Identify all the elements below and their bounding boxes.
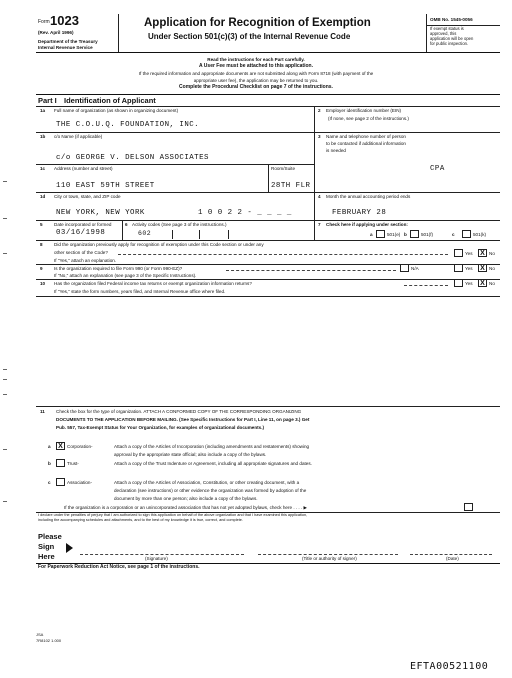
please-sign-label: Please — [38, 532, 62, 541]
line-number: 1b — [40, 134, 46, 139]
line-note: If "Yes," state the form numbers, years filed, and Internal Revenue office where filed. — [54, 289, 226, 294]
line11-instructions: Pub. 557, Tax-Exempt Status for Your Organization, for examples of organizational documents.) — [56, 425, 265, 430]
line-number: 1c — [40, 166, 46, 171]
line-note: (If none, see page 2 of the instructions.) — [328, 116, 409, 121]
bylaws-checkbox[interactable] — [464, 503, 473, 511]
na-label: N/A — [411, 266, 419, 271]
line-number: 5 — [40, 222, 43, 227]
yes-label: Yes — [465, 281, 473, 286]
no-label: No — [489, 266, 495, 271]
perjury-declaration: including the accompanying schedules and attachments, and to the best of my knowledge it is true, correct, and complete. — [38, 518, 243, 522]
option-letter: b — [48, 461, 51, 466]
line-label: Date incorporated or formed — [54, 222, 112, 227]
org-type-label: Association- — [67, 480, 93, 485]
org-type-description: Attach a copy of the Articles of Association, Constitution, or other creating document, with a — [114, 480, 300, 485]
paperwork-notice: For Paperwork Reduction Act Notice, see page 1 of the instructions. — [38, 564, 200, 570]
form-revision: (Rev. April 1996) — [38, 30, 74, 35]
association-checkbox[interactable] — [56, 478, 65, 486]
line-number: 6 — [125, 222, 128, 227]
line-number: 1d — [40, 194, 46, 199]
form-subtitle: Under Section 501(c)(3) of the Internal Revenue Code — [148, 32, 351, 41]
option-letter: c — [452, 232, 455, 237]
perjury-declaration: I declare under the penalties of perjury that I am authorized to sign this application on behalf of the above organization and that I have examined this application, — [38, 513, 308, 517]
omb-note: approved, this — [430, 31, 457, 36]
street-address-field[interactable]: 110 EAST 59TH STREET — [56, 182, 155, 190]
org-type-description: approval by the appropriate state official; also include a copy of the bylaws. — [114, 452, 267, 457]
please-sign-label: Sign — [38, 542, 55, 551]
org-type-label: Trust- — [67, 461, 79, 466]
line-label: Did the organization previously apply for recognition of exemption under this Code section or under any — [54, 242, 264, 247]
line-number: 4 — [318, 194, 321, 199]
line-number: 9 — [40, 266, 43, 271]
line-label: City or town, state, and ZIP code — [54, 194, 121, 199]
line-label: Full name of organization (as shown in organizing document) — [54, 108, 179, 113]
line10-no-checkbox[interactable]: X — [478, 279, 487, 287]
form-code: 7R8102 1.000 — [36, 638, 62, 643]
form-label: Form — [38, 19, 50, 25]
yes-label: Yes — [465, 251, 473, 256]
department: Department of the Treasury — [38, 39, 98, 44]
bylaws-statement: If the organization is a corporation or an unincorporated association that has not yet adopted bylaws, check here . . . . ▶ — [64, 505, 308, 510]
date-incorporated-field[interactable]: 03/16/1998 — [56, 229, 106, 237]
omb-note: for public inspection. — [430, 41, 469, 46]
signature-field[interactable] — [80, 554, 244, 555]
omb-note: If exempt status is — [430, 26, 464, 31]
signature-caption: (Signature) — [145, 556, 168, 561]
city-state-field[interactable]: NEW YORK, NEW YORK — [56, 209, 145, 217]
no-label: No — [489, 281, 495, 286]
section-501k-checkbox[interactable] — [462, 230, 471, 238]
line-number: 8 — [40, 242, 43, 247]
activity-code-field[interactable]: 602 — [138, 230, 152, 237]
org-type-description: declaration (see instructions) or other evidence the organization was formed by adoption of the — [114, 488, 307, 493]
form-number: 1023 — [50, 13, 79, 28]
org-type-label: Corporation- — [67, 444, 93, 449]
line-number: 2 — [318, 108, 321, 113]
line-number: 1a — [40, 108, 46, 113]
line-label: Room/Suite — [271, 166, 296, 171]
line-label: Has the organization filed Federal income tax returns or exempt organization information returns? — [54, 281, 252, 286]
option-letter: b — [404, 232, 407, 237]
line-label: to be contacted if additional information — [326, 141, 406, 146]
line-label: Activity codes (See page 3 of the instructions.) — [132, 222, 227, 227]
line-label: other section of the Code? — [54, 250, 108, 255]
jsa-code: JSA — [36, 632, 44, 637]
line11-instructions: Check the box for the type of organization. ATTACH A CONFORMED COPY OF THE CORRESPONDING ORGANIZING — [56, 409, 302, 414]
line-label: Month the annual accounting period ends — [326, 194, 411, 199]
contact-person-field[interactable]: CPA — [430, 165, 445, 173]
line-label: Check here if applying under section: — [326, 222, 408, 227]
trust-checkbox[interactable] — [56, 459, 65, 467]
intro-required: If the required information and appropriate documents are not submitted along with Form 8718 (with payment of the — [138, 71, 374, 76]
bates-number: EFTA00521100 — [410, 661, 489, 672]
option-label: 501(k) — [473, 232, 487, 237]
line-label: Address (number and street) — [54, 166, 113, 171]
intro-user-fee: A User Fee must be attached to this application. — [198, 63, 313, 69]
intro-returned: appropriate user fee), the application may be returned to you. — [193, 78, 319, 83]
org-type-description: document by more than one person; also include a copy of the bylaws. — [114, 496, 258, 501]
form-header — [36, 14, 500, 60]
option-letter: a — [370, 232, 373, 237]
line9-yes-checkbox[interactable] — [454, 264, 463, 272]
please-sign-label: Here — [38, 552, 55, 561]
line-note: If "Yes," attach an explanation. — [54, 258, 117, 263]
intro-checklist: Complete the Procedural Checklist on page 7 of the instructions. — [179, 84, 333, 90]
intro-read: Read the instructions for each Part carefully. — [207, 57, 305, 62]
part-label: Part I — [38, 96, 57, 105]
organization-name-field[interactable]: THE C.O.U.Q. FOUNDATION, INC. — [56, 121, 200, 129]
date-field[interactable] — [410, 554, 492, 555]
care-of-name-field[interactable]: c/o GEORGE V. DELSON ASSOCIATES — [56, 154, 209, 162]
org-type-description: Attach a copy of the Articles of Incorporation (including amendments and restatements) showing — [114, 444, 310, 449]
line-number: 11 — [40, 409, 45, 414]
date-caption: (Date) — [446, 556, 459, 561]
line-number: 3 — [318, 134, 321, 139]
section-501f-checkbox[interactable] — [410, 230, 419, 238]
omb-note: application will be open — [430, 36, 474, 41]
line-label: Name and telephone number of person — [326, 134, 406, 139]
no-label: No — [489, 251, 495, 256]
option-label: 501(e) — [387, 232, 401, 237]
line-label: Employer identification number (EIN) — [326, 108, 402, 113]
corporation-checkbox[interactable]: X — [56, 442, 65, 450]
line10-yes-checkbox[interactable] — [454, 279, 463, 287]
form-title: Application for Recognition of Exemption — [144, 17, 371, 29]
line-number: 7 — [318, 222, 321, 227]
org-type-description: Attach a copy of the Trust Indenture or Agreement, including all appropriate signatures and dates. — [114, 461, 312, 466]
line8-no-checkbox[interactable]: X — [478, 249, 487, 257]
line-note: If "No," attach an explanation (see page 3 of the Specific Instructions). — [54, 273, 197, 278]
line-number: 10 — [40, 281, 46, 286]
room-suite-field[interactable]: 28TH FLR — [271, 182, 311, 190]
accounting-period-field[interactable]: FEBRUARY 28 — [332, 209, 387, 217]
zip-code-field[interactable]: 1 0 0 2 2 - _ _ _ _ — [198, 209, 292, 217]
omb-number: OMB No. 1545-0056 — [430, 17, 473, 22]
option-letter: a — [48, 444, 51, 449]
signer-title-field[interactable] — [258, 554, 398, 555]
option-label: 501(f) — [421, 232, 434, 237]
agency: Internal Revenue Service — [38, 45, 93, 50]
title-caption: (Title or authority of signer) — [302, 556, 357, 561]
yes-label: Yes — [465, 266, 473, 271]
section-501e-checkbox[interactable] — [376, 230, 385, 238]
option-letter: c — [48, 480, 51, 485]
part-title: Identification of Applicant — [64, 96, 156, 105]
sign-arrow-icon — [66, 543, 73, 553]
line-label: Is the organization required to file Form 990 (or Form 990-EZ)? — [54, 266, 183, 271]
line11-instructions: DOCUMENTS TO THE APPLICATION BEFORE MAILING. (See Specific Instructions for Part I, Line 11, on page 3.) Get — [56, 417, 310, 422]
line-label: is needed — [326, 148, 346, 153]
line9-no-checkbox[interactable]: X — [478, 264, 487, 272]
line8-yes-checkbox[interactable] — [454, 249, 463, 257]
line-label: c/o Name (if applicable) — [54, 134, 103, 139]
line9-na-checkbox[interactable] — [400, 264, 409, 272]
